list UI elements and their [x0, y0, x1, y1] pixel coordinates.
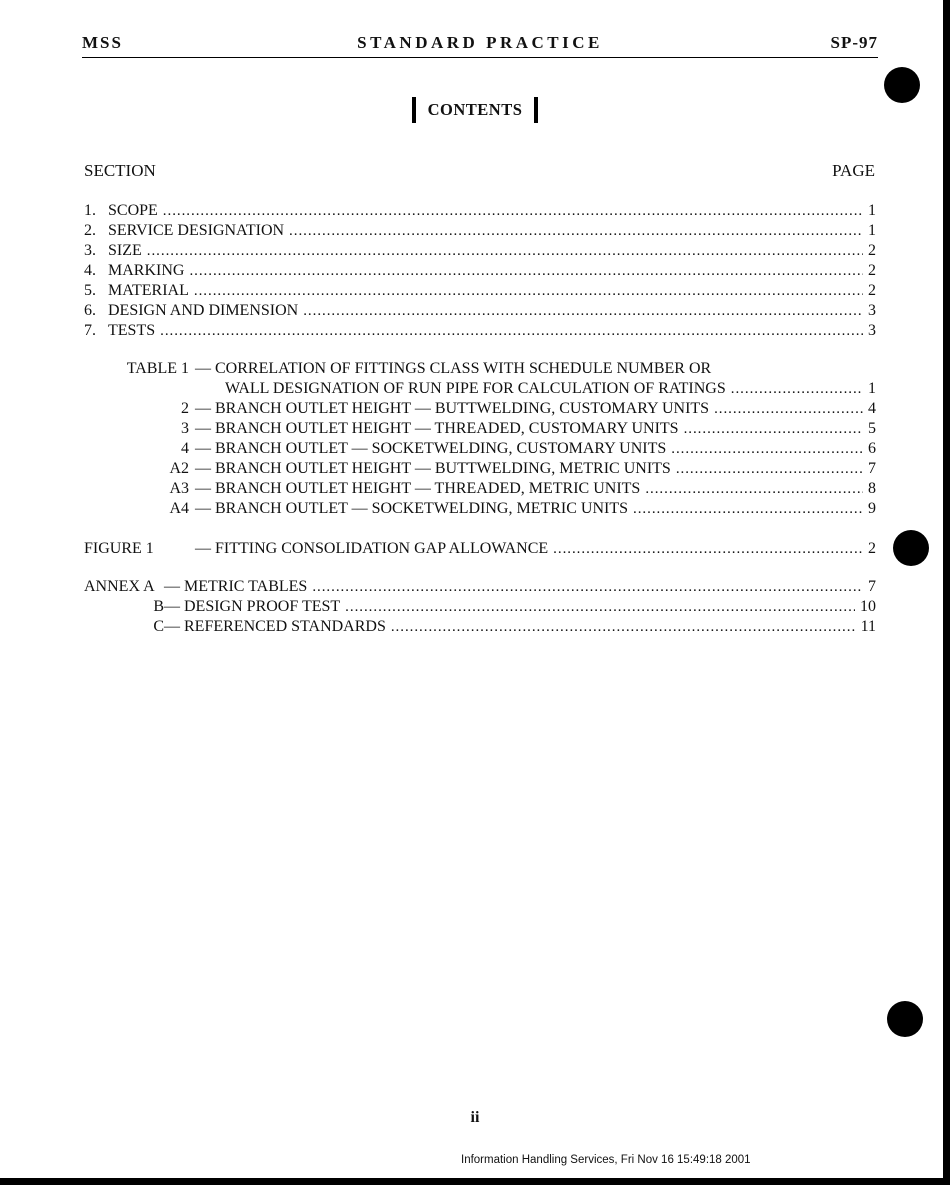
section-title: TESTS	[108, 322, 156, 339]
toc-annex-entry[interactable]: ANNEX A — METRIC TABLES . . . 7	[84, 577, 876, 597]
section-number: 4.	[84, 262, 96, 279]
toc-figure-entry[interactable]: FIGURE 1 — FITTING CONSOLIDATION GAP ALLOWANCE . . . 2	[84, 539, 876, 559]
table-page: 6	[868, 440, 876, 457]
table-page: 1	[868, 380, 876, 397]
header-organization: MSS	[82, 33, 123, 52]
section-title: SERVICE DESIGNATION	[108, 222, 285, 239]
contents-heading	[0, 98, 950, 124]
section-title: MATERIAL	[108, 282, 189, 299]
revision-bar-left	[412, 97, 416, 123]
table-title: WALL DESIGNATION OF RUN PIPE FOR CALCULATION OF RATINGS	[225, 380, 726, 397]
toc-table-entry[interactable]	[225, 379, 876, 399]
dot-leader	[147, 241, 863, 261]
dot-leader	[676, 459, 863, 479]
em-dash: —	[195, 360, 215, 377]
toc-table-entry[interactable]: 2 — BRANCH OUTLET HEIGHT — BUTTWELDING, CUSTOMARY UNITS . . . 4	[84, 399, 876, 419]
toc-table-entry-line1[interactable]	[84, 359, 711, 379]
toc-section-entry[interactable]	[84, 201, 876, 221]
dot-leader	[160, 321, 863, 341]
toc-table-entry[interactable]: 3 — BRANCH OUTLET HEIGHT — THREADED, CUSTOMARY UNITS . . . 5	[84, 419, 876, 439]
table-title: BRANCH OUTLET — SOCKETWELDING, CUSTOMARY UNITS	[215, 440, 667, 457]
dot-leader	[731, 379, 863, 399]
table-title: BRANCH OUTLET HEIGHT — BUTTWELDING, METRIC UNITS	[215, 460, 671, 477]
dot-leader	[345, 597, 855, 617]
punch-hole-bottom	[887, 1001, 923, 1037]
table-label: TABLE 1	[126, 360, 189, 377]
table-label: A2	[169, 460, 189, 477]
annex-title: METRIC TABLES	[184, 578, 308, 595]
toc-table-entry[interactable]: A4 — BRANCH OUTLET — SOCKETWELDING, METRIC UNITS . . . 9	[84, 499, 876, 519]
table-label: A3	[169, 480, 189, 497]
table-title: BRANCH OUTLET — SOCKETWELDING, METRIC UNITS	[215, 500, 629, 517]
table-page: 8	[868, 480, 876, 497]
section-number: 2.	[84, 222, 96, 239]
section-title: DESIGN AND DIMENSION	[108, 302, 299, 319]
section-page: 1	[868, 202, 876, 219]
footer-stamp: Information Handling Services, Fri Nov 16 15:49:18 2001	[461, 1154, 751, 1166]
dot-leader	[303, 301, 863, 321]
contents-title: CONTENTS	[427, 99, 523, 119]
toc-section-entry[interactable]	[84, 261, 876, 281]
annex-page: 10	[860, 598, 876, 615]
table-page: 4	[868, 400, 876, 417]
dot-leader	[194, 281, 863, 301]
dot-leader	[684, 419, 863, 439]
scan-border-bottom	[0, 1178, 950, 1185]
table-label: A4	[169, 500, 189, 517]
toc-section-entry[interactable]	[84, 321, 876, 341]
table-page: 9	[868, 500, 876, 517]
header-document-number: SP-97	[830, 33, 878, 52]
dot-leader	[289, 221, 863, 241]
dot-leader	[163, 201, 863, 221]
table-label: 3	[181, 420, 189, 437]
toc-annex-entry[interactable]: B— DESIGN PROOF TEST . . . 10	[84, 597, 876, 617]
dot-leader	[189, 261, 863, 281]
section-title: SIZE	[108, 242, 142, 259]
page-number: ii	[470, 1109, 480, 1126]
table-title-line1: CORRELATION OF FITTINGS CLASS WITH SCHEDULE NUMBER OR	[215, 360, 712, 377]
toc-section-entry[interactable]	[84, 281, 876, 301]
toc-section-entry[interactable]	[84, 221, 876, 241]
dot-leader	[391, 617, 856, 637]
header-document-type: STANDARD PRACTICE	[357, 33, 603, 52]
section-page: 3	[868, 322, 876, 339]
running-header	[82, 33, 878, 58]
toc-table-entry[interactable]: 4 — BRANCH OUTLET — SOCKETWELDING, CUSTOMARY UNITS . . . 6	[84, 439, 876, 459]
section-number: 3.	[84, 242, 96, 259]
scan-border-right	[943, 0, 950, 1185]
table-page: 5	[868, 420, 876, 437]
table-label: 4	[181, 440, 189, 457]
figure-page: 2	[868, 540, 876, 557]
section-column-heading: SECTION	[84, 161, 156, 180]
dot-leader	[312, 577, 863, 597]
table-label: 2	[181, 400, 189, 417]
annex-label: B	[153, 598, 164, 615]
annex-label: ANNEX A	[84, 578, 155, 595]
table-title: BRANCH OUTLET HEIGHT — BUTTWELDING, CUSTOMARY UNITS	[215, 400, 710, 417]
toc-table-entry[interactable]: A3 — BRANCH OUTLET HEIGHT — THREADED, METRIC UNITS . . . 8	[84, 479, 876, 499]
section-page: 2	[868, 242, 876, 259]
annex-page: 7	[868, 578, 876, 595]
annex-page: 11	[860, 618, 876, 635]
dot-leader	[671, 439, 863, 459]
section-page: 3	[868, 302, 876, 319]
dot-leader	[645, 479, 863, 499]
section-page: 2	[868, 282, 876, 299]
revision-bar-right	[534, 97, 538, 123]
section-number: 1.	[84, 202, 96, 219]
section-title: MARKING	[108, 262, 185, 279]
figure-label: FIGURE 1	[84, 540, 154, 557]
annex-title: REFERENCED STANDARDS	[184, 618, 386, 635]
table-title: BRANCH OUTLET HEIGHT — THREADED, METRIC UNITS	[215, 480, 641, 497]
table-page: 7	[868, 460, 876, 477]
figure-title: FITTING CONSOLIDATION GAP ALLOWANCE	[215, 540, 549, 557]
section-number: 6.	[84, 302, 96, 319]
page-column-heading: PAGE	[832, 161, 875, 180]
section-page: 2	[868, 262, 876, 279]
toc-annex-entry[interactable]: C— REFERENCED STANDARDS . . . 11	[84, 617, 876, 637]
toc-section-entry[interactable]	[84, 241, 876, 261]
dot-leader	[553, 539, 863, 559]
dot-leader	[714, 399, 863, 419]
annex-title: DESIGN PROOF TEST	[184, 598, 341, 615]
toc-table-entry[interactable]: A2 — BRANCH OUTLET HEIGHT — BUTTWELDING, METRIC UNITS . . . 7	[84, 459, 876, 479]
section-number: 7.	[84, 322, 96, 339]
table-title: BRANCH OUTLET HEIGHT — THREADED, CUSTOMARY UNITS	[215, 420, 679, 437]
dot-leader	[633, 499, 863, 519]
section-number: 5.	[84, 282, 96, 299]
section-page: 1	[868, 222, 876, 239]
annex-label: C	[153, 618, 164, 635]
section-title: SCOPE	[108, 202, 158, 219]
punch-hole-middle	[893, 530, 929, 566]
toc-section-entry[interactable]	[84, 301, 876, 321]
